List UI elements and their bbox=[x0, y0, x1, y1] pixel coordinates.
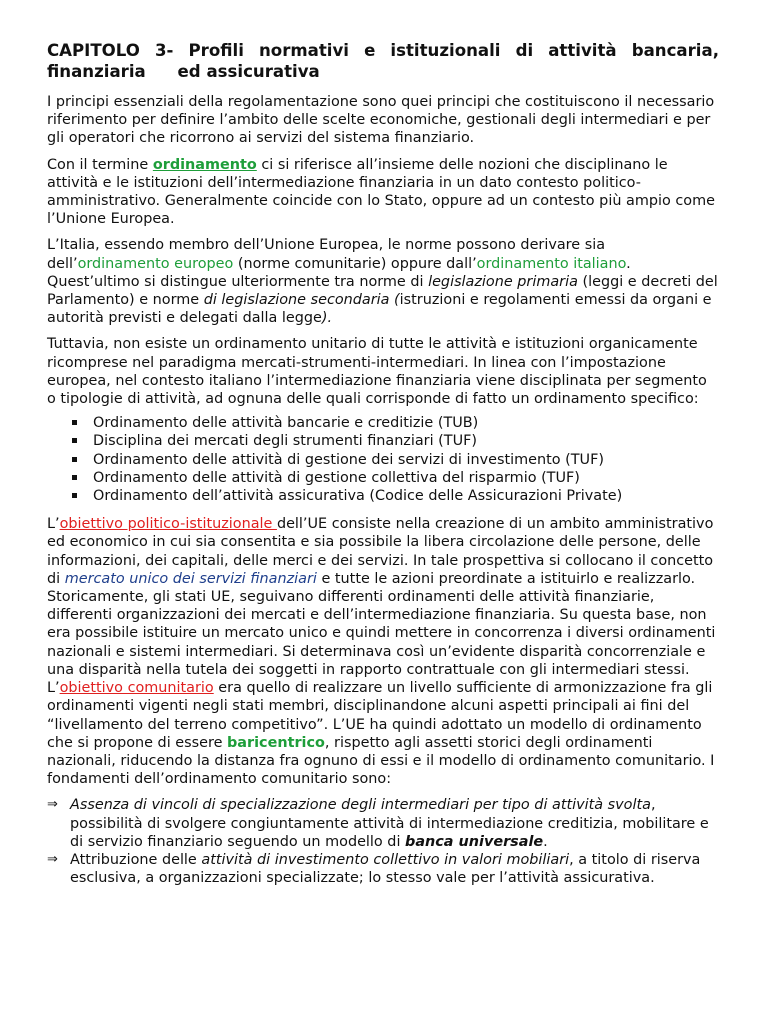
chapter-title-line1: CAPITOLO 3- Profili normativi e istituzionali di attività bancaria, bbox=[47, 41, 719, 60]
paragraph-2 bbox=[47, 156, 719, 229]
chapter-title-line2 bbox=[47, 61, 719, 82]
p3-text-c: . Quest’ultimo si distingue ulteriormente tra norme di bbox=[47, 255, 631, 290]
fondamento-1-text: , possibilità di svolgere congiuntamente attività di intermediazione creditizia, mobilitare e di servizio finanziario seguendo un modello di bbox=[70, 797, 709, 850]
fondamento-1-end: . bbox=[543, 833, 548, 850]
term-legislazione-primaria: legislazione primaria bbox=[428, 273, 578, 290]
list-item: Ordinamento delle attività di gestione dei servizi di investimento (TUF) bbox=[47, 451, 719, 469]
ordinamenti-list bbox=[47, 414, 719, 505]
paragraph-4: Tuttavia, non esiste un ordinamento unitario di tutte le attività e istituzioni organicamente ricomprese nel paradigma mercati-strumenti-intermediari. In linea con l’impostazione europea, nel contesto italiano l’intermediazione finanziaria viene disciplinata per segmento o tipologie di attività, ad ognuna delle quali corrisponde di fatto un ordinamento specifico: bbox=[47, 336, 707, 408]
list-item bbox=[47, 796, 719, 851]
term-ordinamento-europeo: ordinamento europeo bbox=[77, 255, 234, 272]
list-item: Disciplina dei mercati degli strumenti finanziari (TUF) bbox=[47, 432, 719, 450]
document-page bbox=[47, 40, 719, 887]
fondamento-2-text: , a titolo di riserva esclusiva, a organizzazioni specializzate; lo stesso vale per l’attività assicurativa. bbox=[70, 851, 701, 887]
fondamento-1-italic: Assenza di vincoli di specializzazione degli intermediari per tipo di attività svolta bbox=[70, 797, 651, 814]
paragraph-1: I principi essenziali della regolamentazione sono quei principi che costituiscono il necessario riferimento per definire l’ambito delle scelte economiche, gestionali degli intermediari e per gli operatori che ricorrono ai servizi del sistema finanziario. bbox=[47, 94, 715, 147]
paragraph-5 bbox=[47, 515, 719, 788]
p5-text-c: e tutte le azioni preordinate a istituirlo e realizzarlo. Storicamente, gli stati UE, seguivano differenti ordinamenti delle attività finanziarie, differenti organizzazioni dei mercati e dell’intermediazione finanziaria. Su questa base, non era possibile istituire un mercato unico e quindi mettere in concorrenza i diversi ordinamenti nazionali e sistemi intermediari. Si determinava così un’evidente disparità concorrenziale e una disparità nella tutela dei soggetti in rapporto contrattuale con gli intermediari stessi. L’ bbox=[47, 570, 716, 697]
p3-text-e: istruzioni e regolamenti emessi da organi e autorità previsti e delegati dalla legge bbox=[47, 292, 712, 327]
term-ordinamento-italiano: ordinamento italiano bbox=[476, 255, 627, 272]
list-item: Ordinamento dell’attività assicurativa (Codice delle Assicurazioni Private) bbox=[47, 487, 719, 505]
p5-text-e: , rispetto agli assetti storici degli ordinamenti nazionali, riducendo la distanza fra ognuno di essi e il modello di ordinamento comunitario. I fondamenti dell’ordinamento comunitario sono: bbox=[47, 734, 715, 788]
term-obiettivo-politico: obiettivo politico-istituzionale bbox=[59, 516, 277, 533]
term-mercato-unico: mercato unico dei servizi finanziari bbox=[64, 570, 317, 587]
p2-text-b: ci si riferisce all’insieme delle nozioni che disciplinano le attività e le istituzioni dell’intermediazione finanziaria in un dato contesto politico-amministrativo. Generalmente coincide con lo Stato, oppure ad un contesto più ampio come l’Unione Europea. bbox=[47, 156, 715, 228]
list-item: Ordinamento delle attività di gestione collettiva del risparmio (TUF) bbox=[47, 469, 719, 487]
list-item: Ordinamento delle attività bancarie e creditizie (TUB) bbox=[47, 414, 719, 432]
term-obiettivo-comunitario: obiettivo comunitario bbox=[59, 680, 214, 697]
term-baricentrico: baricentrico bbox=[227, 734, 325, 751]
arrow-icon: ⇒ bbox=[47, 797, 58, 813]
arrow-icon: ⇒ bbox=[47, 851, 58, 867]
term-ordinamento: ordinamento bbox=[152, 156, 257, 173]
list-item bbox=[47, 851, 719, 887]
p2-text-a: Con il termine bbox=[47, 156, 153, 173]
p3-text-b: (norme comunitarie) oppure dall’ bbox=[233, 255, 477, 272]
fondamento-2-italic: attività di investimento collettivo in valori mobiliari bbox=[201, 851, 570, 868]
chapter-title-line2a: finanziaria bbox=[47, 62, 146, 81]
paragraph-3 bbox=[47, 236, 719, 327]
p5-text-a: L’ bbox=[47, 516, 60, 533]
p3-text-d: (leggi e decreti del Parlamento) e norme bbox=[47, 273, 718, 309]
fondamento-2-start: Attribuzione delle bbox=[70, 851, 202, 868]
chapter-title bbox=[47, 40, 719, 82]
fondamenti-list bbox=[47, 796, 719, 887]
chapter-title-line2b: ed assicurativa bbox=[177, 62, 320, 81]
term-legislazione-secondaria: di legislazione secondaria ( bbox=[203, 292, 400, 309]
p5-text-d: era quello di realizzare un livello sufficiente di armonizzazione fra gli ordinamenti vigenti negli stati membri, disciplinandone alcuni aspetti principali ai fini del “livellamento del terreno competitivo”. L’UE ha quindi adottato un modello di ordinamento che si propone di essere bbox=[47, 680, 713, 751]
p3-text-f: ). bbox=[321, 310, 333, 327]
p3-text-a: L’Italia, essendo membro dell’Unione Europea, le norme possono derivare sia dell’ bbox=[47, 237, 606, 272]
term-banca-universale: banca universale bbox=[405, 833, 544, 850]
p5-text-b: dell’UE consiste nella creazione di un ambito amministrativo ed economico in cui sia consentita e sia possibile la libera circolazione delle persone, delle informazioni, dei capitali, delle merci e dei servizi. In tale prospettiva si collocano il concetto di bbox=[47, 516, 714, 587]
